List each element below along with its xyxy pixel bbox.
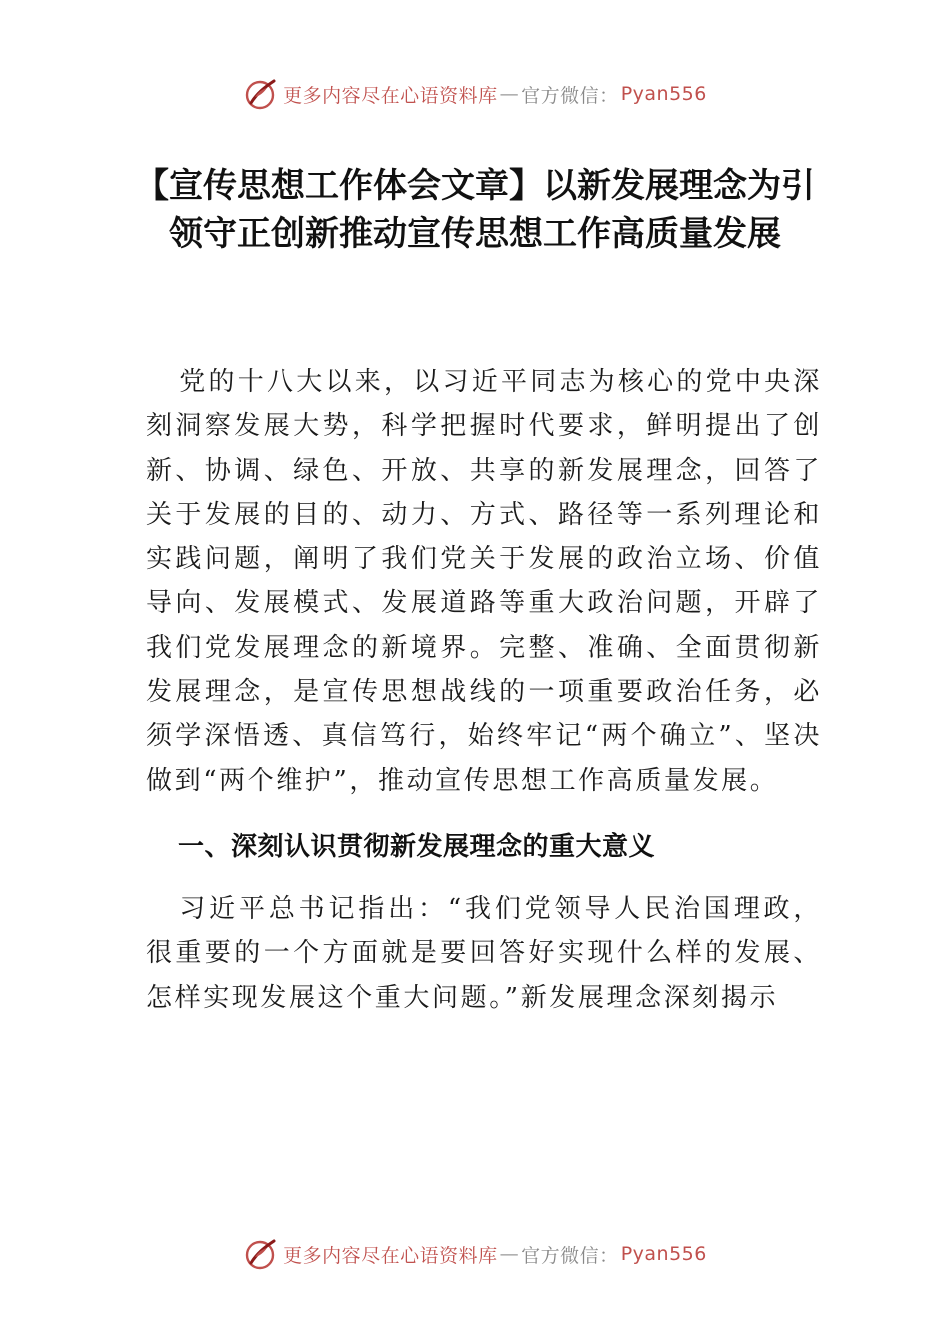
banner-wechat-id: Pyan556 xyxy=(620,83,707,105)
intro-paragraph: 党的十八大以来，以习近平同志为核心的党中央深刻洞察发展大势，科学把握时代要求，鲜明提出了创新、协调、绿色、开放、共享的新发展理念，回答了关于发展的目的、动力、方式、路径等一系列理论和实践问题，阐明了我们党关于发展的政治立场、价值导向、发展模式、发展道路等重大政治问题，开辟了我们党发展理念的新境界。完整、准确、全面贯彻新发展理念，是宣传思想战线的一项重要政治任务，必须学深悟透、真信笃行，始终牢记“两个确立”、坚决做到“两个维护”，推动宣传思想工作高质量发展。 xyxy=(146,367,822,796)
banner-wechat-id: Pyan556 xyxy=(620,1243,707,1265)
banner-wechat-label: 官方微信： xyxy=(521,84,619,107)
banner-text: 更多内容尽在心语资料库 xyxy=(283,84,498,107)
section-paragraph: 习近平总书记指出：“我们党领导人民治国理政，很重要的一个方面就是要回答好实现什么样的发展、怎样实现发展这个重大问题。”新发展理念深刻揭示 xyxy=(146,893,822,1013)
banner-wechat-label: 官方微信： xyxy=(521,1244,619,1267)
document-body xyxy=(146,360,822,1020)
logo-icon xyxy=(243,77,277,111)
section-heading: 一、深刻认识贯彻新发展理念的重大意义 xyxy=(178,831,656,862)
document-title: 【宣传思想工作体会文章】以新发展理念为引领守正创新推动宣传思想工作高质量发展 xyxy=(135,166,815,254)
logo-icon xyxy=(243,1237,277,1271)
banner-dash: — xyxy=(499,83,520,105)
footer-banner xyxy=(0,1234,950,1274)
banner-dash: — xyxy=(499,1243,520,1265)
header-banner xyxy=(0,74,950,114)
banner-text: 更多内容尽在心语资料库 xyxy=(283,1244,498,1267)
